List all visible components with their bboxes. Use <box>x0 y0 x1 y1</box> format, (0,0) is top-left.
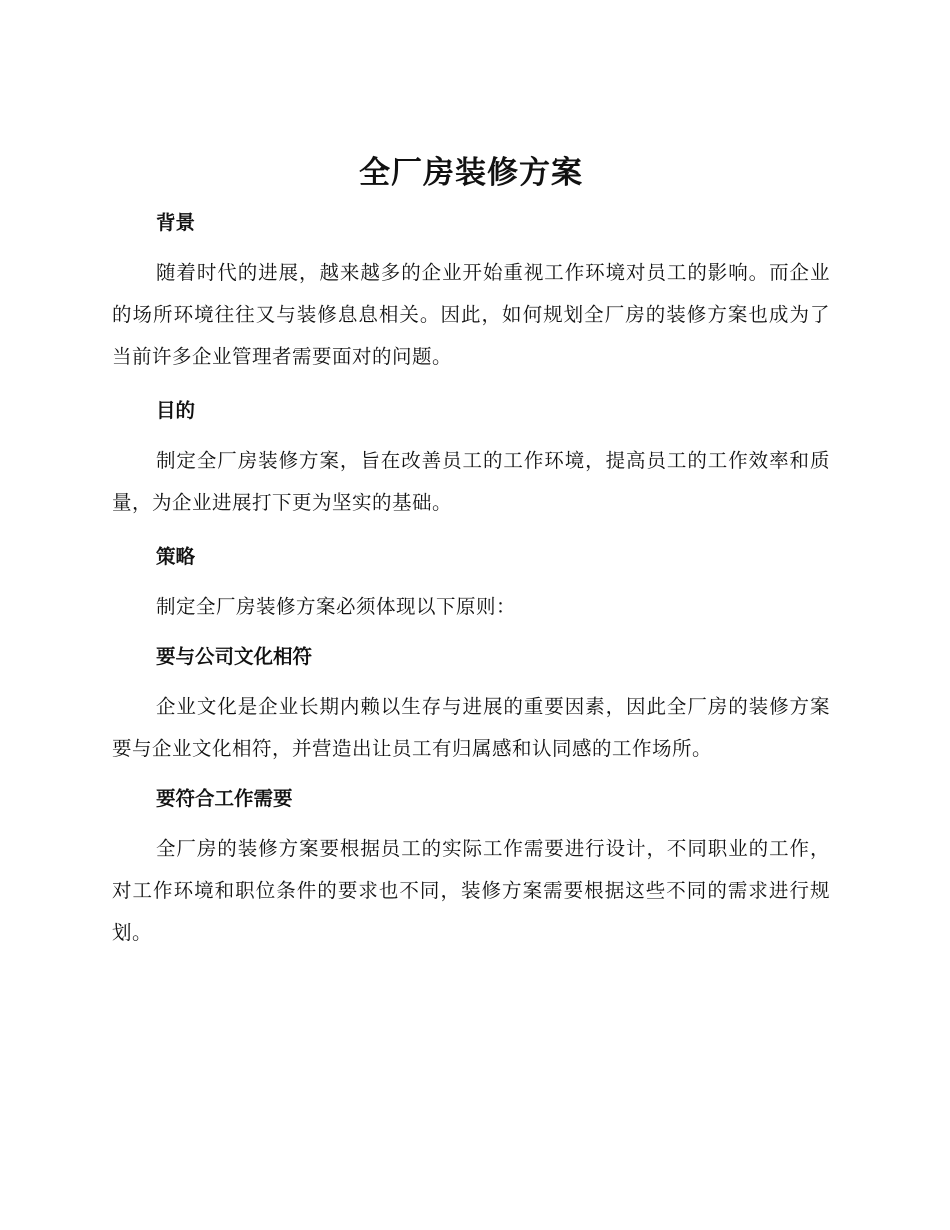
section-heading-background: 背景 <box>156 211 196 234</box>
paragraph-strategy: 制定全厂房装修方案必须体现以下原则： <box>156 595 517 618</box>
paragraph-background: 随着时代的进展，越来越多的企业开始重视工作环境对员工的影响。而企业的场所环境往往又与装修息息相关。因此，如何规划全厂房的装修方案也成为了当前许多企业管理者需要面对的问题。 <box>112 261 830 368</box>
section-heading-purpose: 目的 <box>156 399 196 422</box>
document-title: 全厂房装修方案 <box>359 155 583 191</box>
paragraph-purpose: 制定全厂房装修方案，旨在改善员工的工作环境，提高员工的工作效率和质量，为企业进展打下更为坚实的基础。 <box>112 449 830 514</box>
section-heading-company-culture: 要与公司文化相符 <box>156 645 313 668</box>
section-heading-work-needs: 要符合工作需要 <box>156 787 293 810</box>
section-heading-strategy: 策略 <box>156 545 196 568</box>
paragraph-work-needs: 全厂房的装修方案要根据员工的实际工作需要进行设计，不同职业的工作，对工作环境和职位条件的要求也不同，装修方案需要根据这些不同的需求进行规划。 <box>112 837 830 944</box>
paragraph-company-culture: 企业文化是企业长期内赖以生存与进展的重要因素，因此全厂房的装修方案要与企业文化相符，并营造出让员工有归属感和认同感的工作场所。 <box>112 695 830 760</box>
document-page <box>112 150 830 968</box>
